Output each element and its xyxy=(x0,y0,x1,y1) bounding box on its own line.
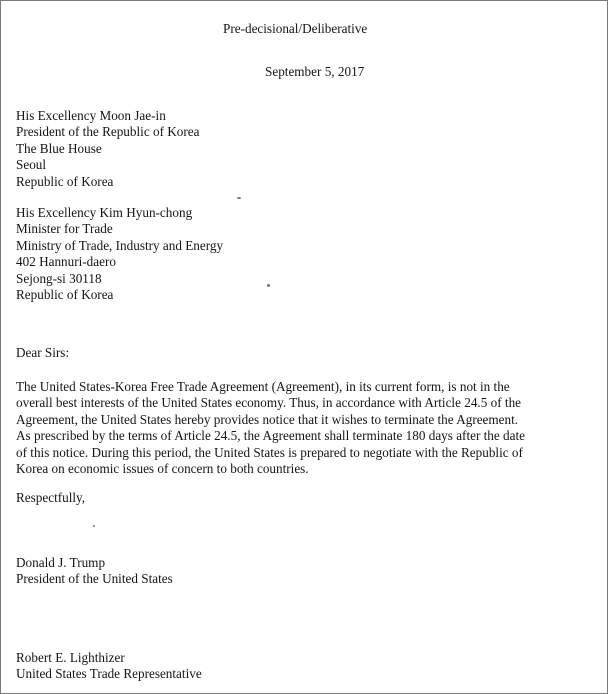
recipient-block-1 xyxy=(16,108,199,190)
recipient-line: Sejong-si 30118 xyxy=(16,270,102,286)
salutation: Dear Sirs: xyxy=(16,345,70,360)
signature-block-president xyxy=(16,555,173,588)
recipient-line: Republic of Korea xyxy=(16,173,114,189)
recipient-line: Minister for Trade xyxy=(16,221,113,237)
body-line: overall best interests of the United States economy. Thus, in accordance with Article 24.5 of the xyxy=(16,395,522,411)
letter-date: September 5, 2017 xyxy=(265,64,365,79)
signatory-title: President of the United States xyxy=(16,571,173,587)
recipient-block-2 xyxy=(16,205,223,303)
recipient-line: Seoul xyxy=(16,157,47,173)
signatory-name: Robert E. Lighthizer xyxy=(16,650,125,665)
body-line: The United States-Korea Free Trade Agreement (Agreement), in its current form, is not in the xyxy=(16,379,510,394)
body-line: Korea on economic issues of concern to both countries. xyxy=(16,461,309,477)
body-paragraph xyxy=(16,379,525,477)
signature-block-ustr xyxy=(16,650,202,683)
recipient-line: 402 Hannuri-daero xyxy=(16,254,116,270)
signatory-name: Donald J. Trump xyxy=(16,555,106,570)
recipient-line: His Excellency Kim Hyun-chong xyxy=(16,205,193,220)
scan-speck xyxy=(93,525,95,527)
recipient-line: His Excellency Moon Jae-in xyxy=(16,108,166,123)
scan-speck xyxy=(237,197,241,199)
recipient-line: Republic of Korea xyxy=(16,287,114,303)
recipient-line: The Blue House xyxy=(16,140,102,156)
body-line: of this notice. During this period, the United States is prepared to negotiate with the Republic of xyxy=(16,444,523,460)
body-line: Agreement, the United States hereby provides notice that it wishes to terminate the Agreement. xyxy=(16,411,519,427)
scan-speck xyxy=(267,284,270,287)
closing: Respectfully, xyxy=(16,490,86,505)
recipient-line: Ministry of Trade, Industry and Energy xyxy=(16,237,224,253)
signatory-title: United States Trade Representative xyxy=(16,666,202,682)
body-line: As prescribed by the terms of Article 24.5, the Agreement shall terminate 180 days after the date xyxy=(16,428,526,444)
classification-marking: Pre-decisional/Deliberative xyxy=(223,21,368,36)
recipient-line: President of the Republic of Korea xyxy=(16,124,200,140)
